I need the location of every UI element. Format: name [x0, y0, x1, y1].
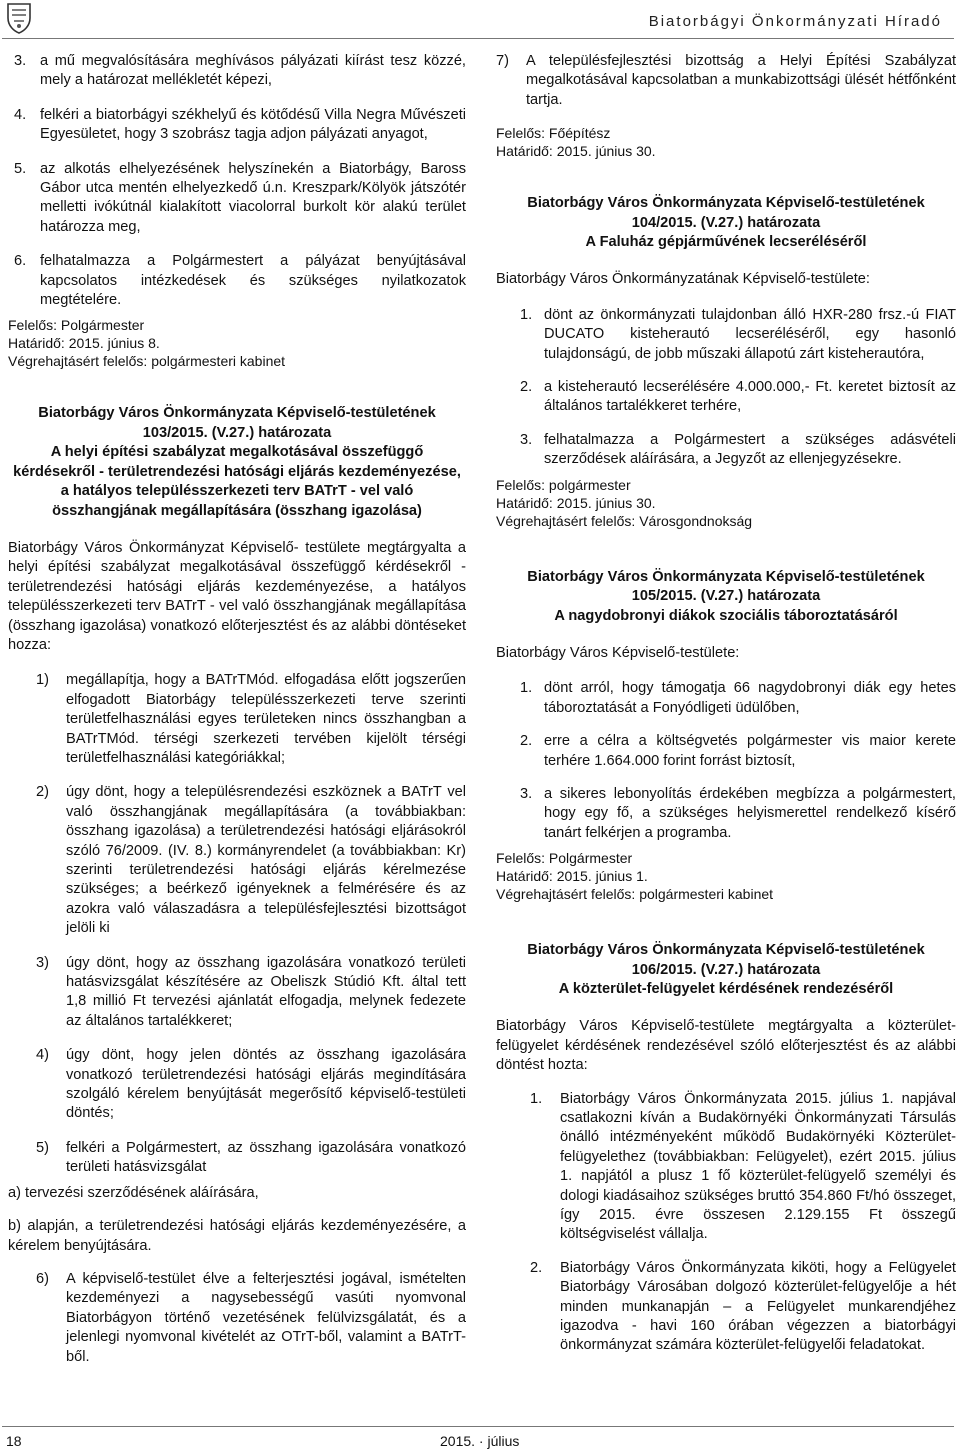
resolution-104-subject: A Faluház gépjárművének lecseréléséről — [585, 234, 867, 251]
list-item: 4) úgy dönt, hogy jelen döntés az összhang igazolására vonatkozó területrendezési hatósági eljárás megindítására szolgáló kérelem benyújtását megerősítő képviselő-testületi döntés; — [36, 1047, 466, 1122]
deadline-line: Határidő: 2015. június 1. — [496, 868, 648, 885]
list-item: 3. a sikeres lebonyolítás érdekében megbízza a polgármestert, hogy egy fő, a szükséges helyismerettel rendelkező kísérő tanárt felkérjen a programba. — [520, 785, 956, 841]
list-item: 3. felhatalmazza a Polgármestert a szükséges adásvételi szerződések aláírására, a Jegyzőt az ellenjegyzésekre. — [520, 431, 956, 468]
issue-date: 2015. · július — [440, 1433, 520, 1449]
left-column — [8, 52, 466, 1367]
list-item: 1. Biatorbágy Város Önkormányzata 2015. július 1. napjával csatlakozni kíván a Budakörnyéki Önkormányzati Társulás önálló intézményeként működő Budakörnyéki Közterület-felügyelethez (továbbiakban: Felügyelet), ezért 2015. július 1. napjától a plusz 1 fő közterület-felügyelő személyi és dologi kiadásaihoz szükséges bruttó 354.860 Ft/hó összeget, így 2015. évre összesen 2.129.155 Ft összegű költségviselést vállalja. — [530, 1090, 956, 1243]
footer-divider — [2, 1426, 954, 1427]
resolution-104-number: 104/2015. (V.27.) határozata — [631, 214, 821, 231]
resolution-106-number: 106/2015. (V.27.) határozata — [631, 961, 821, 978]
resolution-103-number: 103/2015. (V.27.) határozata — [142, 424, 332, 441]
resolution-105-heading: Biatorbágy Város Önkormányzata Képviselő-testületének — [527, 568, 925, 585]
resolution-106-heading: Biatorbágy Város Önkormányzata Képviselő-testületének — [527, 942, 925, 959]
deadline-line: Határidő: 2015. június 8. — [8, 335, 160, 352]
page-number: 18 — [6, 1433, 22, 1449]
resolution-103-heading: Biatorbágy Város Önkormányzata Képviselő-testületének — [38, 405, 436, 422]
list-item: 2. Biatorbágy Város Önkormányzata kiköti, hogy a Felügyelet Biatorbágy Városában dolgozó közterület-felügyelője a hét minden munkanapján – a Felügyelet munkarendjéhez igazodva - havi 160 órában végezzen a biatorbágyi önkormányzat számára közterület-felügyelői feladatokat. — [530, 1259, 956, 1354]
list-item: 6) A képviselő-testület élve a felterjesztési jogával, ismételten kezdeményezi a nagysebességű vasúti nyomvonal Biatorbágyon történő vezetésének felülvizsgálatát, és a jelenlegi nyomvonal kivételét az OTrT-ből, valamint a BATrT-ből. — [36, 1270, 466, 1365]
executor-line: Végrehajtásért felelős: polgármesteri kabinet — [8, 353, 286, 370]
list-item: 7) A településfejlesztési bizottság a Helyi Építési Szabályzat megalkotásával kapcsolatban a munkabizottsági ülését hétfőnként tartja. — [496, 53, 956, 108]
sub-item-b: b) alapján, a területrendezési hatósági eljárás kezdeményezésére, a kérelem benyújtására. — [8, 1218, 466, 1254]
list-item: 5. az alkotás elhelyezésének helyszínekén a Biatorbágy, Baross Gábor utca mentén elhelyezkedő ú.n. Kreszpark/Kölyök játszótér melletti ivókútnál kialakított viacolorral burkolt kör alakú terület határozza meg, — [14, 160, 466, 235]
list-item: 3) úgy dönt, hogy az összhang igazolására vonatkozó területi hatásvizsgálat készítésére az Obeliszk Stúdió Kft. által tett 1,8 millió Ft tervezési ajánlatát elfogadja, melynek fedezete az általános tartalékkeret; — [36, 954, 466, 1029]
responsible-line: Felelős: Főépítész — [496, 125, 611, 142]
responsible-line: Felelős: polgármester — [496, 476, 631, 493]
resolution-106-subject: A közterület-felügyelet kérdésének rendezéséről — [558, 980, 894, 997]
responsible-line: Felelős: Polgármester — [8, 317, 145, 334]
resolution-105-intro: Biatorbágy Város Képviselő-testülete: — [496, 644, 740, 661]
list-item: 1. dönt arról, hogy támogatja 66 nagydobronyi diák egy hetes táboroztatását a Fonyódligeti üdülőben, — [520, 680, 956, 716]
resolution-105-number: 105/2015. (V.27.) határozata — [631, 588, 821, 605]
sub-item-a: a) tervezési szerződésének aláírására, — [8, 1184, 259, 1201]
list-item: 4. felkéri a biatorbágyi székhelyű és kötődésű Villa Negra Művészeti Egyesületet, hogy 3 szobrász tagja adjon pályázati anyagot, — [14, 106, 466, 143]
right-column — [496, 52, 956, 1356]
list-item: 2) úgy dönt, hogy a településrendezési eszköznek a BATrT vel való összhangjának megállapítására (a továbbiakban: összhang igazolása) a területrendezési hatósági eljárásokról szóló 76/2009. (IV. 8.) kormányrendelet (a továbbiakban: Kr) szerinti területrendezési hatósági eljárás kérelmezése szükséges; a beérkező igényeknek a felmérésére és az azokra való válaszadásra a településfejlesztési bizottságot jelöli ki — [36, 784, 466, 937]
resolution-103-intro: Biatorbágy Város Önkormányzat Képviselő- testülete megtárgyalta a helyi építési szabályzat megalkotásával összefüggő kérdésekről - területrendezési hatósági eljárás kezdeményezése, a hatályos településszerkezeti terv BATrT - vel való összhangjának megállapítása (összhang igazolása) vonatkozó előterjesztést és az alábbi döntéseket hozza: — [8, 539, 466, 653]
responsible-line: Felelős: Polgármester — [496, 850, 633, 867]
resolution-105-subject: A nagydobronyi diákok szociális táboroztatásáról — [554, 607, 898, 624]
list-item: 5) felkéri a Polgármestert, az összhang igazolására vonatkozó területi hatásvizsgálat — [36, 1139, 466, 1176]
deadline-line: Határidő: 2015. június 30. — [496, 494, 656, 511]
executor-line: Végrehajtásért felelős: polgármesteri kabinet — [496, 886, 774, 903]
list-item: 2. erre a célra a költségvetés polgármester vis maior kerete terhére 1.664.000 forint forrást biztosít, — [520, 733, 956, 769]
list-item: 2. a kisteherautó lecserélésére 4.000.000,- Ft. keretet biztosít az általános tartalékkeret terhére, — [520, 379, 956, 415]
resolution-104-intro: Biatorbágy Város Önkormányzatának Képviselő-testülete: — [496, 271, 870, 288]
list-item: 1) megállapítja, hogy a BATrTMód. elfogadása előtt jogszerűen elfogadott Biatorbágy településszerkezeti terve szerinti területfelhasználási egyes területeken nincs összhangban a BATrTMód. térségi szerkezeti tervében kijelölt térségi területfelhasználási kategóriákkal; — [36, 672, 466, 766]
resolution-103-subject: A helyi építési szabályzat megalkotásával összefüggő kérdésekről - területrendezési hatósági eljárás kezdeményezése, a hatályos településszerkezeti terv BATrT - vel való összhangjának megállapítására (összhang igazolása) — [13, 444, 461, 519]
publication-title: Biatorbágyi Önkormányzati Híradó — [648, 13, 942, 30]
resolution-106-intro: Biatorbágy Város Képviselő-testülete megtárgyalta a közterület-felügyelet kérdésének rendezésével szóló előterjesztést és az alábbi döntést hozta: — [496, 1018, 956, 1074]
list-item: 6. felhatalmazza a Polgármestert a pályázat benyújtásával kapcsolatos intézkedések és szükséges nyilatkozatok megtételére. — [14, 253, 466, 309]
executor-line: Végrehajtásért felelős: Városgondnokság — [496, 512, 753, 529]
header-divider — [2, 38, 954, 39]
resolution-104-heading: Biatorbágy Város Önkormányzata Képviselő-testületének — [527, 195, 925, 212]
list-item: 3. a mű megvalósítására meghívásos pályázati kiírást tesz közzé, mely a határozat mellékletét képezi, — [14, 53, 466, 89]
deadline-line: Határidő: 2015. június 30. — [496, 143, 656, 160]
list-item: 1. dönt az önkormányzati tulajdonban álló HXR-280 frsz.-ú FIAT DUCATO kisteherautó lecseréléséről, egy hasonló tulajdonságú, de jobb műszaki állapotú zárt kisteherautóra, — [520, 306, 956, 362]
town-coat-of-arms-icon — [6, 2, 32, 34]
